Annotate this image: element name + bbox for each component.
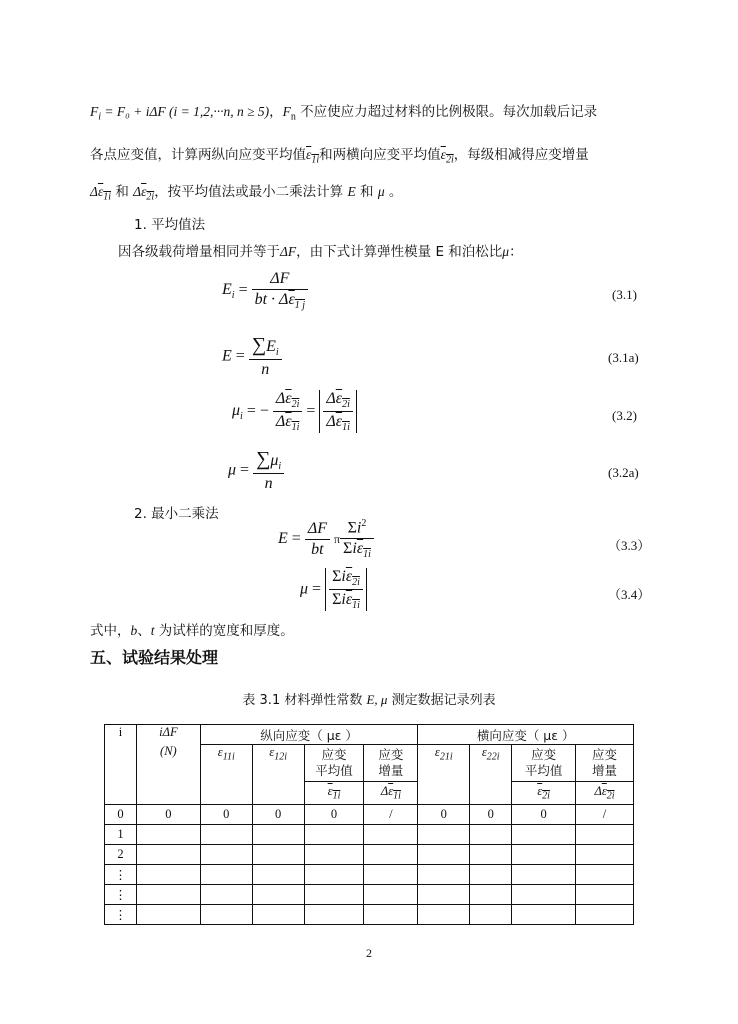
table-cell: [200, 825, 252, 845]
header-longitudinal: 纵向应变（ με ）: [200, 725, 418, 745]
header-eps21: $\varepsilon_{21i}$: [418, 745, 470, 805]
table-cell: [252, 885, 304, 905]
header-long-avg: 应变 平均值: [304, 745, 364, 782]
table-cell: [136, 865, 200, 885]
table-cell: [252, 865, 304, 885]
paragraph-line-1: $F_i = F_0 + i\Delta F$ (i = 1,2,···n, n ≥ 5)，$F_n$ 不应使应力超过材料的比例极限。每次加载后记录: [90, 104, 598, 123]
table-cell: [136, 845, 200, 865]
table-body: [105, 805, 634, 925]
table-cell: ⋮: [105, 865, 137, 885]
table-cell: [512, 865, 576, 885]
header-eps12: $\varepsilon_{12i}$: [252, 745, 304, 805]
table-cell: /: [364, 805, 418, 825]
table-cell: [512, 825, 576, 845]
formula-force-step: $F_i = F_0 + i\Delta F$ (i = 1,2,···n, n ≥ 5): [90, 104, 270, 123]
table-cell: [576, 885, 634, 905]
table-cell: [576, 845, 634, 865]
equation-3-1a: E = $\frac{\sum E_i}{n}$: [222, 334, 282, 379]
equation-number-3-1: (3.1): [612, 287, 637, 302]
equation-3-4: μ = $\frac{\Sigma i\varepsilon_{2i}}{\Sigma i\varepsilon_{1i}}$: [300, 568, 367, 611]
table-cell: [418, 825, 470, 845]
table-cell: 0: [200, 805, 252, 825]
table-cell: [470, 885, 512, 905]
table-cell: 0: [418, 805, 470, 825]
table-cell: [512, 885, 576, 905]
paragraph-line-2: 各点应变值，计算两纵向应变平均值$\varepsilon_{1i}$和两横向应变平均值$\varepsilon_{2i}$，每级相减得应变增量: [90, 147, 589, 166]
table-row: [105, 805, 634, 825]
table-header-row-1: [105, 725, 634, 745]
equation-number-3-2: (3.2): [612, 408, 637, 423]
page-number: 2: [366, 946, 372, 960]
header-i: i: [105, 725, 137, 805]
table-cell: 0: [470, 805, 512, 825]
table-cell: [512, 845, 576, 865]
header-force: iΔF (N): [136, 725, 200, 805]
equation-3-2a: μ = $\frac{\sum\mu_i}{n}$: [228, 448, 284, 493]
table-cell: 0: [105, 805, 137, 825]
table-cell: [252, 845, 304, 865]
table-cell: [200, 905, 252, 925]
table-cell: [512, 905, 576, 925]
table-cell: [304, 865, 364, 885]
header-transverse: 横向应变（ με ）: [418, 725, 634, 745]
table-cell: [576, 825, 634, 845]
equation-number-3-1a: (3.1a): [608, 350, 639, 365]
header-trans-avg: 应变 平均值: [512, 745, 576, 782]
section-heading: 五、试验结果处理: [90, 648, 219, 667]
table-cell: [200, 885, 252, 905]
table-cell: [364, 905, 418, 925]
avg-trans-strain: $\varepsilon_{2i}$: [440, 147, 454, 166]
table-cell: [470, 905, 512, 925]
header-eps11: $\varepsilon_{11i}$: [200, 745, 252, 805]
table-cell: 0: [304, 805, 364, 825]
table-cell: [364, 845, 418, 865]
table-row: [105, 905, 634, 925]
table-row: [105, 885, 634, 905]
table-cell: [252, 905, 304, 925]
table-row: [105, 865, 634, 885]
method1-intro: 因各级载荷增量相同并等于ΔF，由下式计算弹性模量 E 和泊松比μ：: [118, 244, 523, 260]
table-cell: [470, 845, 512, 865]
header-trans-inc-symbol: $\Delta\varepsilon_{2i}$: [576, 782, 634, 805]
header-long-avg-symbol: $\varepsilon_{1i}$: [304, 782, 364, 805]
header-trans-inc: 应变 增量: [576, 745, 634, 782]
header-long-inc: 应变 增量: [364, 745, 418, 782]
table-cell: [200, 845, 252, 865]
table-cell: [576, 905, 634, 925]
table-cell: [364, 865, 418, 885]
header-trans-avg-symbol: $\varepsilon_{2i}$: [512, 782, 576, 805]
table-cell: [200, 865, 252, 885]
table-cell: ⋮: [105, 885, 137, 905]
table-cell: 2: [105, 845, 137, 865]
equation-number-3-4: （3.4）: [608, 587, 651, 602]
table-caption: 表 3.1 材料弹性常数 E, μ 测定数据记录列表: [242, 692, 496, 708]
data-record-table: [104, 724, 634, 925]
paragraph-line-3: $\Delta\varepsilon_{1i}$ 和 $\Delta\varepsilon_{2i}$，按平均值法或最小二乘法计算 E 和 μ 。: [90, 184, 403, 203]
table-cell: 0: [252, 805, 304, 825]
table-cell: [136, 885, 200, 905]
equation-3-2: $\mu_i$ = − $\frac{\Delta\varepsilon_{2i}}{\Delta\varepsilon_{1i}}$ = $\frac{\Delta\varepsilon_{2i}}{\Delta\varepsilon_{1i}}$: [232, 390, 357, 433]
equation-3-1: $E_i$ = $\frac{\Delta F}{bt \cdot \Delta\varepsilon_{1 j}}$: [222, 270, 308, 311]
table-cell: [364, 825, 418, 845]
method1-title: 1. 平均值法: [134, 217, 206, 233]
table-cell: [304, 825, 364, 845]
table-cell: [304, 885, 364, 905]
equation-3-3: E = $\frac{\Delta F}{bt}$ π $\frac{\Sigma i^2}{\Sigma i\varepsilon_{1i}}$: [278, 518, 374, 561]
table-cell: 0: [136, 805, 200, 825]
table-cell: [418, 905, 470, 925]
delta-long-strain: $\Delta\varepsilon_{1i}$: [90, 184, 112, 203]
table-cell: [418, 845, 470, 865]
method2-title: 2. 最小二乘法: [134, 506, 219, 522]
delta-trans-strain: $\Delta\varepsilon_{2i}$: [133, 184, 155, 203]
table-cell: [252, 825, 304, 845]
table-cell: 0: [512, 805, 576, 825]
table-cell: [304, 905, 364, 925]
equation-number-3-3: （3.3）: [608, 538, 651, 553]
table-cell: /: [576, 805, 634, 825]
equation-number-3-2a: (3.2a): [608, 465, 639, 480]
table-cell: 1: [105, 825, 137, 845]
table-cell: [364, 885, 418, 905]
table-row: [105, 845, 634, 865]
symbol-note: 式中，b、t 为试样的宽度和厚度。: [90, 623, 294, 639]
table-cell: ⋮: [105, 905, 137, 925]
table-cell: [418, 885, 470, 905]
table-row: [105, 825, 634, 845]
table-cell: [470, 825, 512, 845]
table-cell: [576, 865, 634, 885]
table-cell: [136, 905, 200, 925]
table-cell: [418, 865, 470, 885]
avg-long-strain: $\varepsilon_{1i}$: [306, 147, 320, 166]
table-cell: [470, 865, 512, 885]
header-long-inc-symbol: $\Delta\varepsilon_{1i}$: [364, 782, 418, 805]
table-cell: [136, 825, 200, 845]
table-cell: [304, 845, 364, 865]
header-eps22: $\varepsilon_{22i}$: [470, 745, 512, 805]
